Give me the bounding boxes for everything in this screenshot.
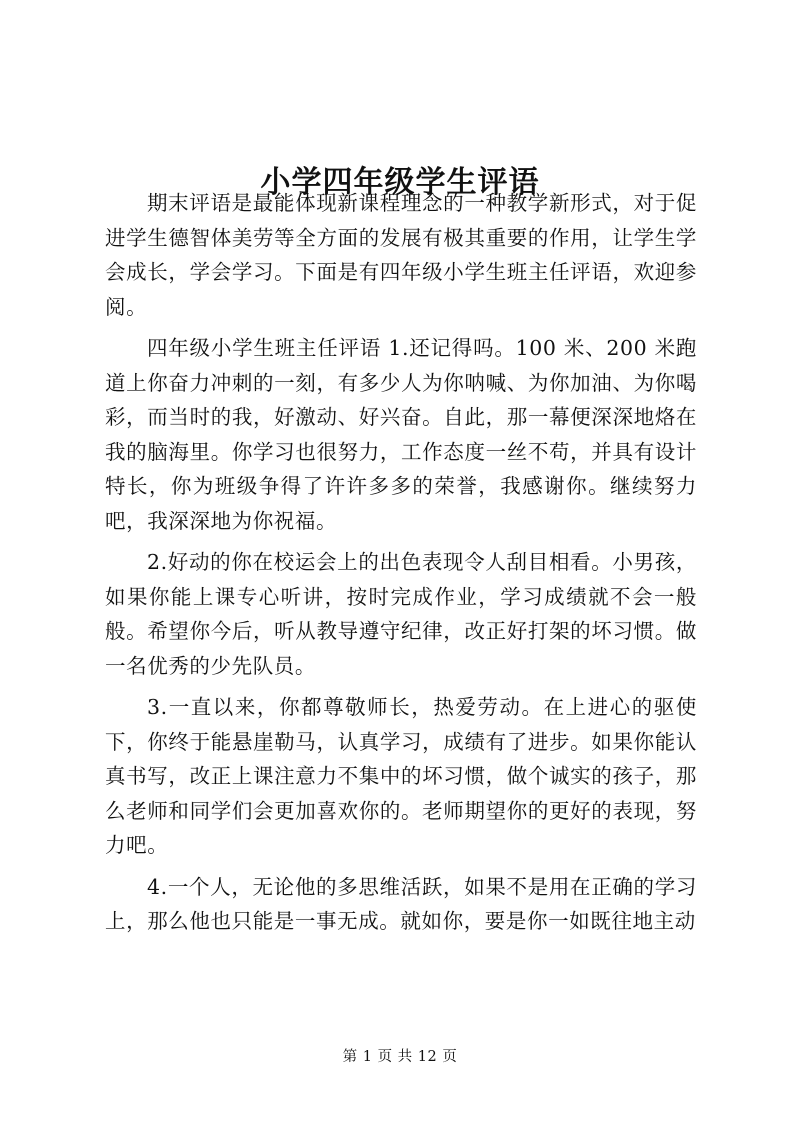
document-body (105, 186, 697, 946)
paragraph-comment-1: 四年级小学生班主任评语 1.还记得吗。100 米、200 米跑道上你奋力冲刺的一刻，有多少人为你呐喊、为你加油、为你喝彩，而当时的我，好激动、好兴奋。自此，那一幕便深深地烙在我的脑海里。你学习也很努力，工作态度一丝不苟，并具有设计特长，你为班级争得了许许多多的荣誉，我感谢你。继续努力吧，我深深地为你祝福。 (105, 336, 697, 533)
paragraph-intro: 期末评语是最能体现新课程理念的一种教学新形式，对于促进学生德智体美劳等全方面的发展有极其重要的作用，让学生学会成长，学会学习。下面是有四年级小学生班主任评语，欢迎参阅。 (105, 191, 697, 319)
paragraph-comment-3: 3.一直以来，你都尊敬师长，热爱劳动。在上进心的驱使下，你终于能悬崖勒马，认真学习，成绩有了进步。如果你能认真书写，改正上课注意力不集中的坏习惯，做个诚实的孩子，那么老师和同学们会更加喜欢你的。老师期望你的更好的表现，努力吧。 (105, 695, 697, 857)
page-number-footer: 第 1 页 共 12 页 (342, 1049, 458, 1065)
paragraph-comment-4: 4.一个人，无论他的多思维活跃，如果不是用在正确的学习上，那么他也只能是一事无成。就如你，要是你一如既往地主动 (105, 874, 697, 933)
document-title: 小学四年级学生评语 (260, 165, 540, 201)
paragraph-comment-2: 2.好动的你在校运会上的出色表现令人刮目相看。小男孩，如果你能上课专心听讲，按时完成作业，学习成绩就不会一般般。希望你今后，听从教导遵守纪律，改正好打架的坏习惯。做一名优秀的少先队员。 (105, 550, 697, 678)
